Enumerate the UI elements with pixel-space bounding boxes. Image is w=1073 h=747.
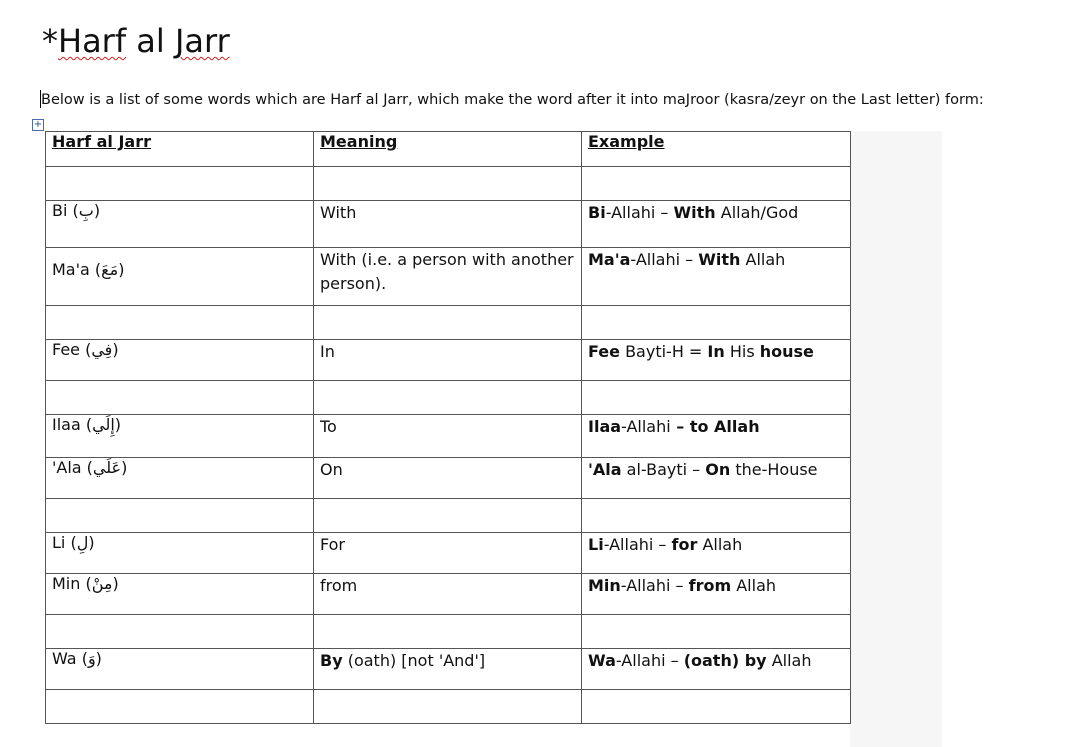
- example-ala-part3: On: [705, 460, 731, 479]
- empty-row: [46, 306, 851, 340]
- example-bi-part3: With: [673, 203, 716, 222]
- table-cell: [314, 306, 582, 340]
- example-fee-part1: Fee: [588, 342, 620, 361]
- harf-fee: Fee (فِي): [52, 340, 119, 359]
- harf-cell: [46, 201, 314, 248]
- table-row-min: [46, 574, 851, 615]
- example-min-part3: from: [688, 576, 732, 595]
- example-wa-part1: Wa: [588, 651, 616, 670]
- table-cell: [46, 615, 314, 649]
- example-cell: [582, 340, 851, 381]
- example-fee-part3: In: [707, 342, 725, 361]
- page-margin-shade: [850, 131, 942, 747]
- example-wa-part4: Allah: [766, 651, 812, 670]
- intro-first-letter: B: [41, 92, 51, 108]
- table-cell: [46, 499, 314, 533]
- header-example: Example: [582, 132, 851, 167]
- harf-cell: [46, 533, 314, 574]
- harf-al-jarr-table: [45, 131, 851, 724]
- meaning-cell: [314, 458, 582, 499]
- example-fee-part4: His: [724, 342, 760, 361]
- table-cell: [582, 690, 851, 724]
- intro-paragraph[interactable]: [40, 90, 984, 108]
- header-harf-al-jarr: Harf al Jarr: [46, 132, 314, 167]
- meaning-maa: With (i.e. a person with another person).: [320, 250, 574, 293]
- meaning-cell: [314, 649, 582, 690]
- table-cell: [46, 381, 314, 415]
- harf-cell: [46, 415, 314, 458]
- example-bi-part2: -Allahi –: [605, 203, 674, 222]
- table-row-ala: [46, 458, 851, 499]
- example-min-part2: -Allahi –: [620, 576, 689, 595]
- example-min-part4: Allah: [731, 576, 777, 595]
- harf-bi: Bi (بِ): [52, 201, 101, 220]
- example-li-part1: Li: [588, 535, 604, 554]
- table-cell: [582, 381, 851, 415]
- empty-row: [46, 167, 851, 201]
- table-row-maa: [46, 248, 851, 306]
- title-word-harf: Harf: [58, 22, 127, 60]
- example-ilaa-part2: -Allahi: [621, 417, 671, 436]
- meaning-ala: On: [320, 460, 343, 479]
- example-maa-part1: Ma'a: [588, 250, 631, 269]
- meaning-wa-bold: By: [320, 651, 343, 670]
- meaning-li: For: [320, 535, 345, 554]
- meaning-cell: [314, 248, 582, 306]
- example-cell: [582, 458, 851, 499]
- example-ala-part1: 'Ala: [588, 460, 622, 479]
- harf-li: Li (لِ): [52, 533, 95, 552]
- meaning-ilaa: To: [320, 417, 337, 436]
- example-ilaa-part3: – to Allah: [670, 417, 760, 436]
- table-cell: [46, 167, 314, 201]
- table-cell: [582, 499, 851, 533]
- harf-cell: [46, 340, 314, 381]
- harf-wa: Wa (وَ): [52, 649, 102, 668]
- example-li-part3: for: [671, 535, 698, 554]
- example-cell: [582, 248, 851, 306]
- example-wa-part2: -Allahi –: [615, 651, 684, 670]
- harf-min: Min (مِنْ): [52, 574, 119, 593]
- example-li-part4: Allah: [697, 535, 743, 554]
- empty-row: [46, 381, 851, 415]
- table-cell: [314, 615, 582, 649]
- harf-ilaa: Ilaa (إِلَي): [52, 415, 122, 434]
- harf-cell: [46, 458, 314, 499]
- example-maa-part4: Allah: [740, 250, 786, 269]
- example-cell: [582, 533, 851, 574]
- meaning-wa-rest: (oath) [not 'And']: [342, 651, 486, 670]
- table-cell: [46, 306, 314, 340]
- empty-row: [46, 690, 851, 724]
- empty-row: [46, 615, 851, 649]
- empty-row: [46, 499, 851, 533]
- table-cell: [582, 167, 851, 201]
- table-move-handle-icon[interactable]: +: [33, 119, 43, 130]
- example-ala-part4: the-House: [730, 460, 818, 479]
- example-wa-part3: (oath) by: [683, 651, 767, 670]
- table-cell: [314, 690, 582, 724]
- example-maa-part2: -Allahi –: [630, 250, 699, 269]
- harf-cell: [46, 248, 314, 306]
- table-row-ilaa: [46, 415, 851, 458]
- example-fee-part5: house: [759, 342, 814, 361]
- meaning-fee: In: [320, 342, 335, 361]
- example-cell: [582, 574, 851, 615]
- meaning-cell: [314, 574, 582, 615]
- example-min-part1: Min: [588, 576, 621, 595]
- example-maa-part3: With: [698, 250, 741, 269]
- header-meaning: Meaning: [314, 132, 582, 167]
- harf-maa: Ma'a (مَعَ): [52, 260, 125, 279]
- table-row-wa: [46, 649, 851, 690]
- page-title: [42, 22, 230, 60]
- table-cell: [314, 167, 582, 201]
- example-bi-part1: Bi: [588, 203, 606, 222]
- table-cell: [582, 615, 851, 649]
- example-ala-part2: al-Bayti –: [621, 460, 706, 479]
- meaning-cell: [314, 340, 582, 381]
- example-cell: [582, 649, 851, 690]
- table-cell: [46, 690, 314, 724]
- meaning-cell: [314, 201, 582, 248]
- example-bi-part4: Allah/God: [715, 203, 799, 222]
- meaning-min: from: [320, 576, 358, 595]
- meaning-cell: [314, 533, 582, 574]
- table-row-li: [46, 533, 851, 574]
- title-word-al: al: [136, 22, 165, 60]
- harf-cell: [46, 649, 314, 690]
- harf-ala: 'Ala (عَلَي): [52, 458, 128, 477]
- meaning-cell: [314, 415, 582, 458]
- example-cell: [582, 415, 851, 458]
- example-cell: [582, 201, 851, 248]
- table-cell: [314, 499, 582, 533]
- example-fee-part2: Bayti-H =: [619, 342, 708, 361]
- meaning-bi: With: [320, 203, 357, 222]
- example-li-part2: -Allahi –: [603, 535, 672, 554]
- table-cell: [314, 381, 582, 415]
- table-row-bi: [46, 201, 851, 248]
- harf-cell: [46, 574, 314, 615]
- table-header-row: [46, 132, 851, 167]
- title-word-jarr: Jarr: [174, 22, 230, 60]
- intro-text: elow is a list of some words which are Harf al Jarr, which make the word after it into maJroor (kasra/zeyr on the Last letter) form:: [50, 92, 984, 108]
- table-cell: [582, 306, 851, 340]
- table-row-fee: [46, 340, 851, 381]
- title-asterisk: *: [42, 22, 58, 60]
- example-ilaa-part1: Ilaa: [588, 417, 622, 436]
